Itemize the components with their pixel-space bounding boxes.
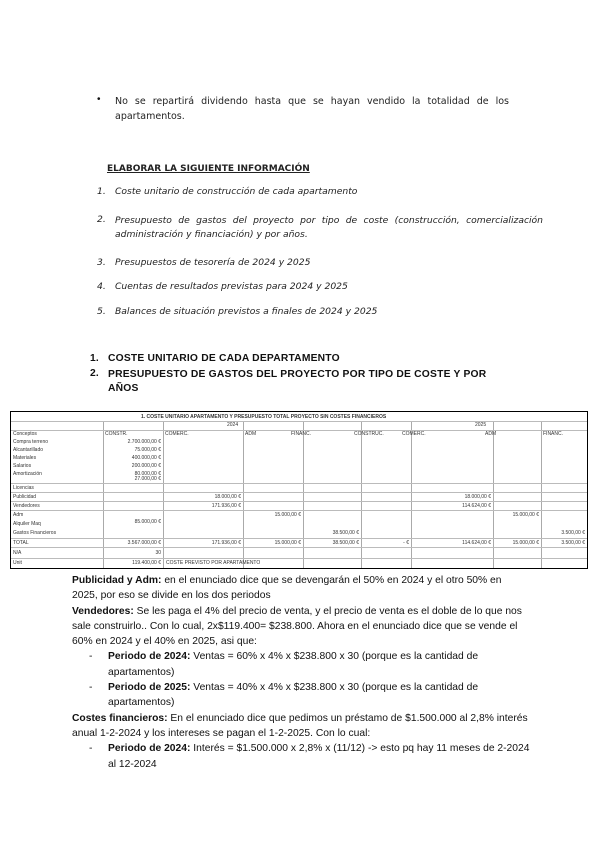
row-total-value: 38.500,00 €	[332, 540, 359, 546]
bullet-label: Periodo de 2024:	[108, 651, 191, 663]
dash-marker: -	[89, 651, 93, 663]
sub-bullet-2024	[72, 649, 530, 680]
unit-cost-note: COSTE PREVISTO POR APARTAMENTO	[166, 560, 261, 566]
row-total-value: 15.000,00 €	[512, 540, 539, 546]
row-label: Alcantarillado	[13, 447, 44, 453]
bullet-text: Ventas = 60% x 4% x $238.800 x 30 (porque es la cantidad de apartamentos)	[108, 651, 479, 678]
row-value: 85.000,00 €	[134, 519, 161, 525]
bullet-label: Periodo de 2025:	[108, 682, 191, 694]
header-financ-2024: FINANC.	[291, 431, 311, 437]
row-value: 75.000,00 €	[134, 447, 161, 453]
task-text-5: Balances de situación previstos a finales de 2024 y 2025	[115, 306, 378, 317]
row-total-value: - €	[403, 540, 409, 546]
bullet-dot: •	[97, 94, 101, 105]
header-financ-2025: FINANC.	[543, 431, 563, 437]
bullet-label: Periodo de 2024:	[108, 743, 191, 755]
paragraph-vendedores	[72, 604, 530, 650]
bullet-text: Ventas = 40% x 4% x $238.800 x 30 (porque es la cantidad de apartamentos)	[108, 682, 479, 709]
row-label: Publicidad	[13, 494, 37, 500]
header-construc-2025: CONSTRUC.	[354, 431, 384, 437]
header-comerc-2024: COMERC.	[165, 431, 189, 437]
task-text-1: Coste unitario de construcción de cada apartamento	[115, 186, 358, 197]
answer-num-1: 1.	[90, 353, 99, 364]
answer-num-2: 2.	[90, 368, 99, 379]
paragraph-text: Se les paga el 4% del precio de venta, y el precio de venta es el doble de lo que nos sale construirlo.. Con lo cual, 2x$119.400= $238.800. Ahora en el enunciado dice que se vende el 60% en 2024 y el 40% en 2025, asi que:	[72, 605, 522, 648]
header-conceptos: Conceptos	[13, 431, 37, 437]
row-value: 15.000,00 €	[512, 512, 539, 518]
sheet-title: 1. COSTE UNITARIO APARTAMENTO Y PRESUPUESTO TOTAL PROYECTO SIN COSTES FINANCIEROS	[141, 414, 387, 420]
row-value: 2.700.000,00 €	[127, 439, 161, 445]
row-label: Amortización	[13, 471, 42, 477]
paragraph-costes-financieros	[72, 711, 530, 742]
sub-bullet-2025	[72, 680, 530, 711]
row-value: 200.000,00 €	[131, 463, 161, 469]
row-value: 3.500,00 €	[561, 530, 585, 536]
sub-bullet-interes-2024	[72, 741, 530, 772]
task-num-1: 1.	[97, 186, 106, 197]
row-value: 114.624,00 €	[462, 503, 491, 509]
paragraph-publicidad	[72, 573, 530, 604]
row-label: N/A	[13, 550, 22, 556]
row-label: Materiales	[13, 455, 37, 461]
task-num-4: 4.	[97, 281, 106, 292]
paragraph-label: Vendedores:	[72, 605, 134, 617]
task-text-4: Cuentas de resultados previstas para 2024 y 2025	[115, 281, 348, 292]
paragraph-text: En el enunciado dice que pedimos un préstamo de $1.500.000 al 2,8% interés anual 1-2-2024 y los intereses se pagan el 1-2-2025. Con lo cual:	[72, 712, 528, 739]
row-value: 30	[155, 550, 161, 556]
row-label: Gastos Financieros	[13, 530, 57, 536]
header-constr: CONSTR.	[105, 431, 128, 437]
answer-heading-1: COSTE UNITARIO DE CADA DEPARTAMENTO	[108, 353, 340, 364]
row-value: 15.000,00 €	[274, 512, 301, 518]
row-total-label: TOTAL	[13, 540, 29, 546]
dash-marker: -	[89, 682, 93, 694]
row-total-value: 114.624,00 €	[462, 540, 491, 546]
row-label: Unit	[13, 560, 22, 566]
row-label: Licencias	[13, 485, 34, 491]
row-value: 400.000,00 €	[131, 455, 161, 461]
cost-spreadsheet	[10, 411, 588, 569]
task-text-3: Presupuestos de tesorería de 2024 y 2025	[115, 257, 311, 268]
row-value: 38.500,00 €	[332, 530, 359, 536]
header-adm-2024: ADM	[245, 431, 257, 437]
row-label: Alquiler Maq	[13, 521, 41, 527]
task-num-5: 5.	[97, 306, 106, 317]
task-text-2: Presupuesto de gastos del proyecto por tipo de coste (construcción, comercialización administración y financiación) y por años.	[115, 215, 543, 240]
row-label: Adm	[13, 512, 24, 518]
bullet-text: No se repartirá dividendo hasta que se hayan vendido la totalidad de los apartamentos.	[115, 96, 509, 122]
row-value: 171.936,00 €	[211, 503, 241, 509]
dash-marker: -	[89, 743, 93, 755]
row-total-value: 3.500,00 €	[561, 540, 585, 546]
section-heading: ELABORAR LA SIGUIENTE INFORMACIÓN	[107, 164, 310, 174]
explanation-block	[72, 573, 530, 772]
row-value: 18.000,00 €	[214, 494, 241, 500]
row-value: 80.000,00 €	[134, 471, 161, 477]
task-num-3: 3.	[97, 257, 106, 268]
header-adm-2025: ADM	[485, 431, 497, 437]
row-label: Compra terreno	[13, 439, 49, 445]
row-total-value: 3.567.000,00 €	[127, 540, 161, 546]
paragraph-label: Publicidad y Adm:	[72, 575, 162, 586]
bullet-text: Interés = $1.500.000 x 2,8% x (11/12) -> esto pq hay 11 meses de 2-2024 al 12-2024	[108, 743, 530, 770]
row-total-value: 15.000,00 €	[274, 540, 301, 546]
row-value: 119.400,00 €	[132, 560, 161, 566]
row-value: 18.000,00 €	[464, 494, 491, 500]
paragraph-text: en el enunciado dice que se devengarán el 50% en 2024 y el otro 50% en 2025, por eso se divide en los dos periodos	[72, 575, 502, 602]
row-label: Salarios	[13, 463, 32, 469]
row-label: Vendedores	[13, 503, 40, 509]
sheet-year-2025: 2025	[475, 422, 487, 428]
sheet-year-2024: 2024	[227, 422, 239, 428]
task-num-2: 2.	[97, 214, 106, 225]
answer-heading-2: PRESUPUESTO DE GASTOS DEL PROYECTO POR TIPO DE COSTE Y POR AÑOS	[108, 369, 487, 394]
row-total-value: 171.936,00 €	[211, 540, 241, 546]
paragraph-label: Costes financieros:	[72, 712, 168, 724]
bullet-block	[97, 94, 509, 124]
header-comerc-2025: COMERC.	[402, 431, 426, 437]
row-value: 27.000,00 €	[134, 476, 161, 482]
